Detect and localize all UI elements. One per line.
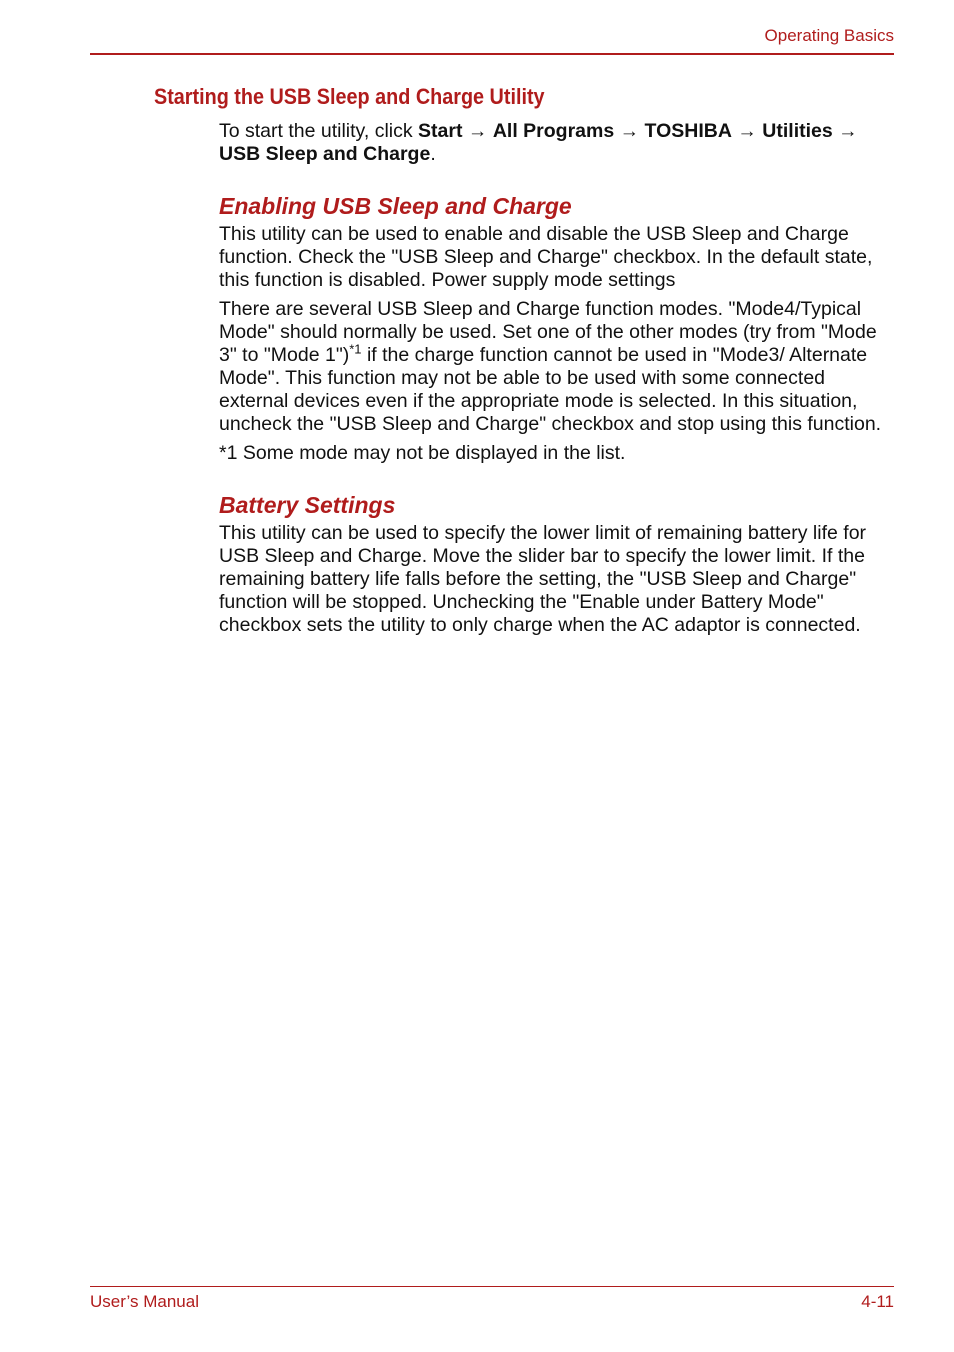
path-start: Start	[418, 120, 463, 142]
intro-suffix: .	[430, 143, 436, 165]
arrow-icon: →	[737, 120, 757, 142]
footer-manual-title: User’s Manual	[90, 1292, 199, 1311]
header-rule	[90, 53, 894, 55]
path-usb-sleep-charge: USB Sleep and Charge	[219, 143, 431, 165]
arrow-icon: →	[619, 120, 640, 142]
enabling-heading: Enabling USB Sleep and Charge	[219, 193, 572, 219]
path-utilities: Utilities	[762, 120, 833, 142]
intro-prefix: To start the utility, click	[219, 120, 419, 142]
intro-paragraph	[219, 120, 899, 166]
battery-paragraph: This utility can be used to specify the lower limit of remaining battery life for USB Sleep and Charge. Move the slider bar to specify the lower limit. If the remaining battery life falls before the setting, the "USB Sleep and Charge" function will be stopped. Unchecking the "Enable under Battery Mode" checkbox sets the utility to only charge when the AC adaptor is connected.	[219, 522, 867, 636]
path-toshiba: TOSHIBA	[644, 120, 732, 142]
page-number: 4-11	[861, 1292, 894, 1311]
enabling-paragraph-1: This utility can be used to enable and disable the USB Sleep and Charge function. Check the "USB Sleep and Charge" checkbox. In the default state, this function is disabled. Power supply mode settings	[219, 223, 873, 291]
footnote-marker: *1	[349, 341, 362, 357]
section-heading: Starting the USB Sleep and Charge Utility	[154, 84, 545, 109]
enabling-p2-before: There are several USB Sleep and Charge function modes. "Mode4/Typical Mode" should normally be used. Set one of the other modes (try from "Mode 3" to "Mode 1")	[219, 298, 877, 366]
page-content	[219, 120, 899, 643]
arrow-icon: →	[838, 120, 858, 142]
running-header-title: Operating Basics	[764, 26, 894, 45]
arrow-icon: →	[467, 120, 488, 142]
enabling-p2-after: if the charge function cannot be used in "Mode3/ Alternate Mode". This function may not be able to be used with some connected external devices even if the appropriate mode is selected. In this situation, uncheck the "USB Sleep and Charge" checkbox and stop using this function.	[219, 344, 882, 435]
footnote-text: *1 Some mode may not be displayed in the list.	[219, 442, 626, 464]
battery-heading: Battery Settings	[219, 492, 396, 518]
footer-rule	[90, 1286, 894, 1287]
path-all-programs: All Programs	[492, 120, 615, 142]
enabling-paragraph-2	[219, 298, 899, 436]
